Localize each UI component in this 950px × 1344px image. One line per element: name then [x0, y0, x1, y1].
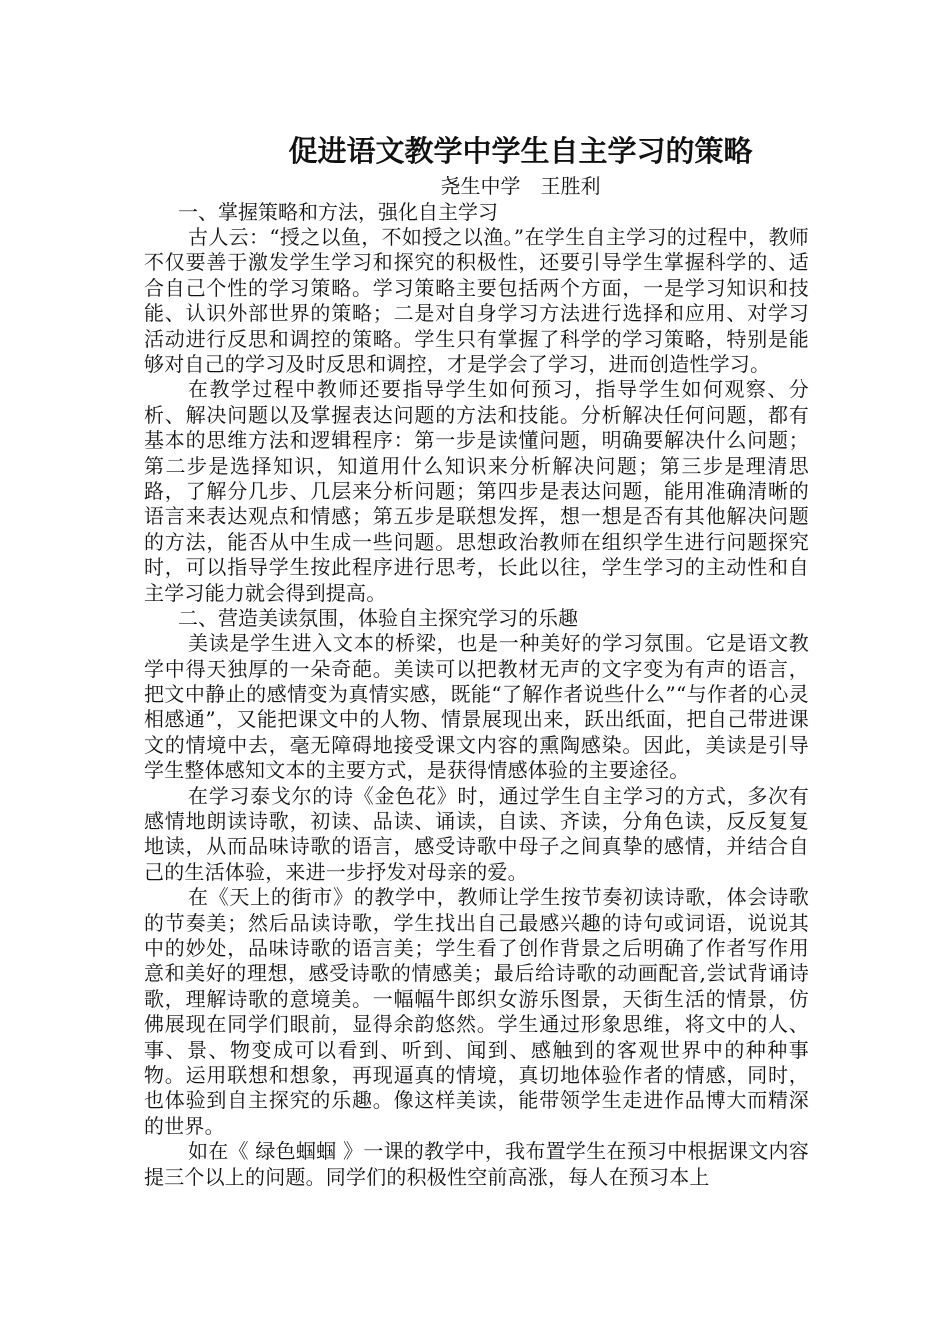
section-heading-1: 一、掌握策略和方法，强化自主学习: [178, 200, 498, 224]
paragraph: 如在《 绿色蝈蝈 》一课的教学中，我布置学生在预习中根据课文内容提三个以上的问题。同学们的积极性空前高涨，每人在预习本上: [144, 1139, 809, 1189]
section-heading-2: 二、营造美读氛围，体验自主探究学习的乐趣: [178, 606, 578, 631]
paragraph: 在教学过程中教师还要指导学生如何预习，指导学生如何观察、分析、解决问题以及掌握表达问题的方法和技能。分析解决任何问题，都有基本的思维方法和逻辑程序：第一步是读懂问题，明确要解决什么问题；第二步是选择知识，知道用什么知识来分析解决问题；第三步是理清思路，了解分几步、几层来分析问题；第四步是表达问题，能用准确清晰的语言来表达观点和情感；第五步是联想发挥，想一想是否有其他解决问题的方法，能否从中生成一些问题。思想政治教师在组织学生进行问题探究时，可以指导学生按此程序进行思考，长此以往，学生学习的主动性和自主学习能力就会得到提高。: [144, 377, 809, 605]
document-body: [144, 130, 809, 1190]
document-title: 促进语文教学中学生自主学习的策略: [288, 134, 753, 168]
paragraph: 古人云：“授之以鱼，不如授之以渔。”在学生自主学习的过程中，教师不仅要善于激发学生学习和探究的积极性，还要引导学生掌握科学的、适合自己个性的学习策略。学习策略主要包括两个方面，一是学习知识和技能、认识外部世界的策略；二是对自身学习方法进行选择和应用、对学习活动进行反思和调控的策略。学生只有掌握了科学的学习策略，特别是能够对自己的学习及时反思和调控，才是学会了学习，进而创造性学习。: [144, 225, 809, 377]
paragraph: 美读是学生进入文本的桥梁，也是一种美好的学习氛围。它是语文教学中得天独厚的一朵奇葩。美读可以把教材无声的文字变为有声的语言，把文中静止的感情变为真情实感，既能“了解作者说些什么”“与作者的心灵相感通”，又能把课文中的人物、情景展现出来，跃出纸面，把自己带进课文的情境中去，毫无障碍地接受课文内容的熏陶感染。因此，美读是引导学生整体感知文本的主要方式，是获得情感体验的主要途径。: [144, 631, 809, 783]
paragraph: 在学习泰戈尔的诗《金色花》时，通过学生自主学习的方式，多次有感情地朗读诗歌，初读、品读、诵读，自读、齐读，分角色读，反反复复地读，从而品味诗歌的语言，感受诗歌中母子之间真挚的感情，并结合自己的生活体验，来进一步抒发对母亲的爱。: [144, 783, 809, 884]
document-author: 尧生中学 王胜利: [440, 174, 601, 198]
paragraph: 在《天上的街市》的教学中，教师让学生按节奏初读诗歌，体会诗歌的节奏美；然后品读诗歌，学生找出自己最感兴趣的诗句或词语，说说其中的妙处，品味诗歌的语言美；学生看了创作背景之后明确了作者写作用意和美好的理想，感受诗歌的情感美；最后给诗歌的动画配音,尝试背诵诗歌，理解诗歌的意境美。一幅幅牛郎织女游乐图景，天街生活的情景，仿佛展现在同学们眼前，显得余韵悠然。学生通过形象思维，将文中的人、事、景、物变成可以看到、听到、闻到、感触到的客观世界中的种种事物。运用联想和想象，再现逼真的情境，真切地体验作者的情感，同时，也体验到自主探究的乐趣。像这样美读，能带领学生走进作品博大而精深的世界。: [144, 885, 809, 1138]
